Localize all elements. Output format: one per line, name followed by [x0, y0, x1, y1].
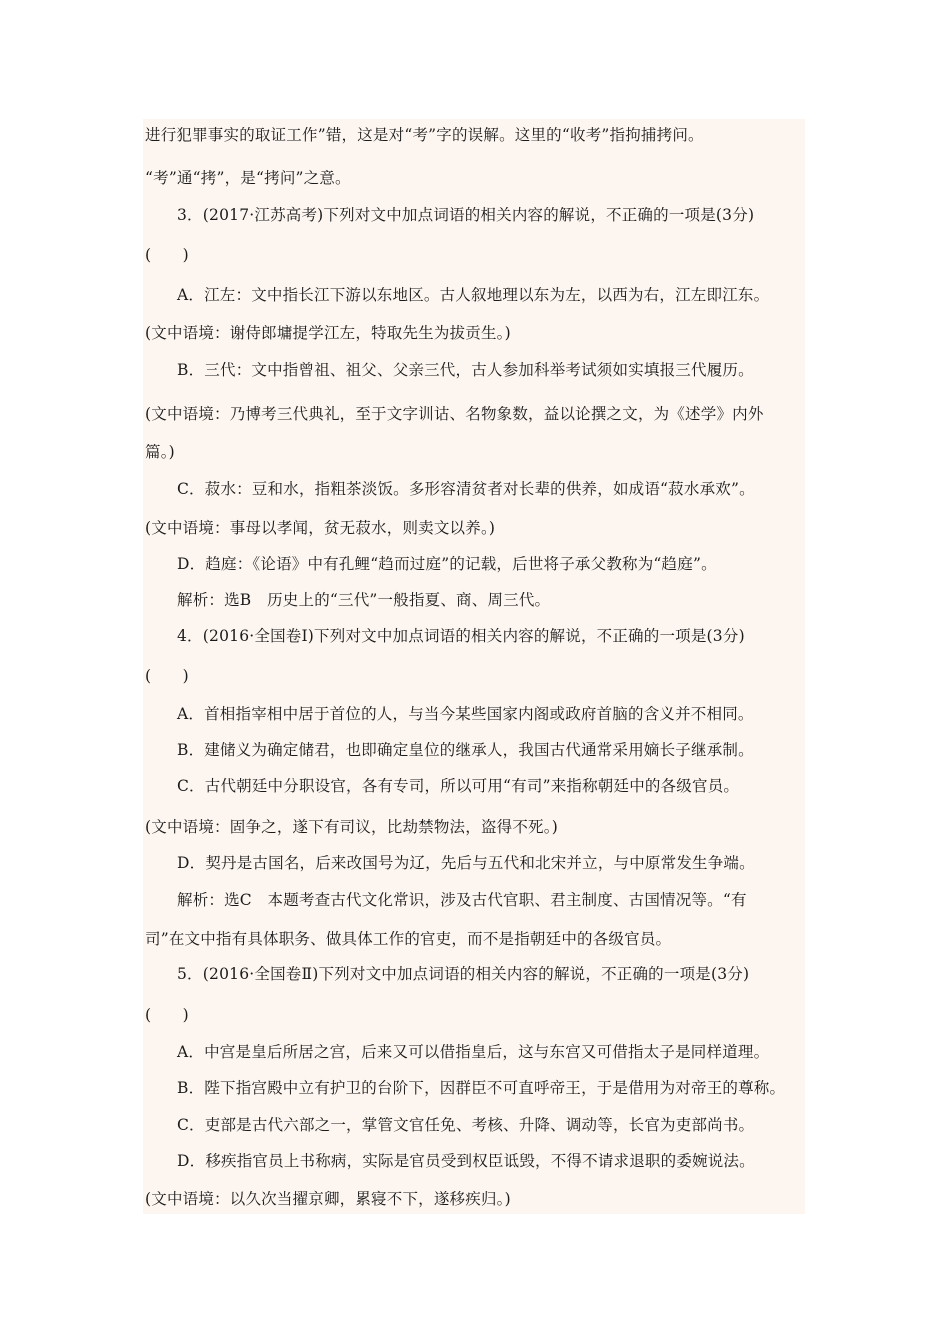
- option-a: A．中宫是皇后所居之宫，后来又可以借指皇后，这与东宫又可借指太子是同样道理。: [177, 1043, 770, 1061]
- document-page: [143, 119, 805, 1214]
- option-b: B．建储义为确定储君，也即确定皇位的继承人，我国古代通常采用嫡长子继承制。: [177, 741, 754, 759]
- context-line: (文中语境：乃博考三代典礼，至于文字训诂、名物象数，益以论撰之文，为《述学》内外: [145, 405, 764, 423]
- analysis-continued: 司”在文中指有具体职务、做具体工作的官吏，而不是指朝廷中的各级官员。: [145, 930, 672, 948]
- option-b: B．三代：文中指曾祖、祖父、父亲三代，古人参加科举考试须如实填报三代履历。: [177, 361, 754, 379]
- option-b: B．陛下指宫殿中立有护卫的台阶下，因群臣不可直呼帝王，于是借用为对帝王的尊称。: [177, 1079, 786, 1097]
- option-d: D．趋庭：《论语》中有孔鲤“趋而过庭”的记载，后世将子承父教称为“趋庭”。: [177, 555, 717, 573]
- answer-blank: ( ): [145, 1006, 189, 1024]
- option-c: C．古代朝廷中分职设官，各有专司，所以可用“有司”来指称朝廷中的各级官员。: [177, 777, 740, 795]
- context-line: 篇。): [145, 443, 175, 461]
- answer-blank: ( ): [145, 667, 189, 685]
- option-a: A．首相指宰相中居于首位的人，与当今某些国家内阁或政府首脑的含义并不相同。: [177, 705, 754, 723]
- context-line: (文中语境：固争之，遂下有司议，比劫禁物法，盗得不死。): [145, 818, 558, 836]
- question-4-stem: 4．(2016·全国卷Ⅰ)下列对文中加点词语的相关内容的解说，不正确的一项是(3分): [177, 627, 745, 645]
- option-a: A．江左：文中指长江下游以东地区。古人叙地理以东为左，以西为右，江左即江东。: [177, 286, 770, 304]
- option-d: D．契丹是古国名，后来改国号为辽，先后与五代和北宋并立，与中原常发生争端。: [177, 854, 755, 872]
- question-5-stem: 5．(2016·全国卷Ⅱ)下列对文中加点词语的相关内容的解说，不正确的一项是(3分): [177, 965, 750, 983]
- option-c: C．吏部是古代六部之一，掌管文官任免、考核、升降、调动等，长官为吏部尚书。: [177, 1116, 755, 1134]
- answer-blank: ( ): [145, 246, 189, 264]
- question-3-stem: 3．(2017·江苏高考)下列对文中加点词语的相关内容的解说，不正确的一项是(3分): [177, 206, 755, 224]
- text-line: “考”通“拷”，是“拷问”之意。: [145, 169, 351, 187]
- analysis: 解析：选B 历史上的“三代”一般指夏、商、周三代。: [177, 591, 551, 609]
- option-c: C．菽水：豆和水，指粗茶淡饭。多形容清贫者对长辈的供养，如成语“菽水承欢”。: [177, 480, 755, 498]
- context-line: (文中语境：以久次当擢京卿，累寝不下，遂移疾归。): [145, 1190, 511, 1208]
- context-line: (文中语境：事母以孝闻，贫无菽水，则卖文以养。): [145, 519, 496, 537]
- context-line: (文中语境：谢侍郎墉提学江左，特取先生为拔贡生。): [145, 324, 511, 342]
- text-line: 进行犯罪事实的取证工作”错，这是对“考”字的误解。这里的“收考”指拘捕拷问。: [145, 126, 704, 144]
- analysis: 解析：选C 本题考查古代文化常识，涉及古代官职、君主制度、古国情况等。“有: [177, 891, 747, 909]
- option-d: D．移疾指官员上书称病，实际是官员受到权臣诋毁，不得不请求退职的委婉说法。: [177, 1152, 755, 1170]
